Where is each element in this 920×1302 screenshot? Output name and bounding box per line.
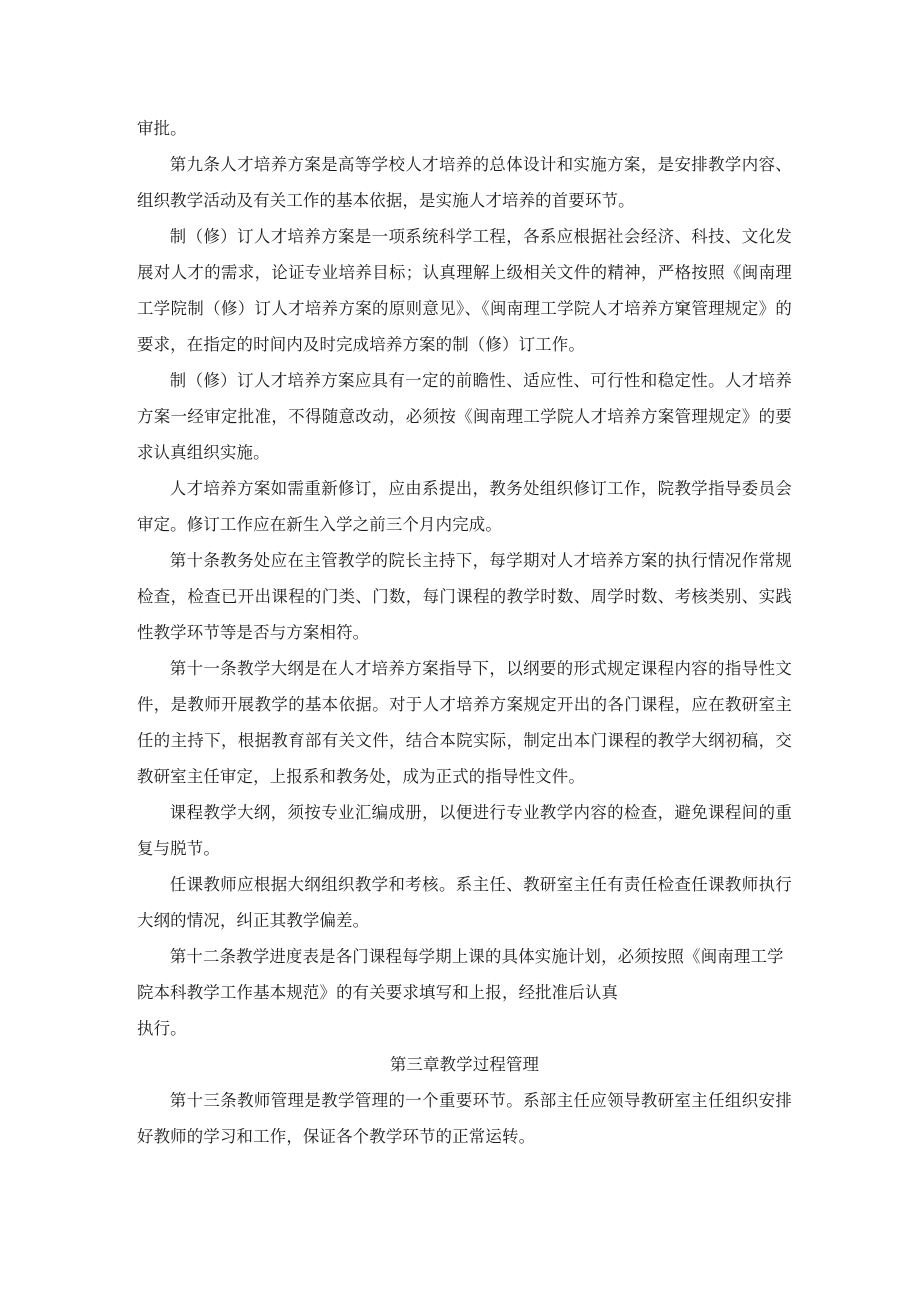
paragraph-article-12 [137, 939, 792, 1047]
paragraph-plan-revision: 制（修）订人才培养方案是一项系统科学工程，各系应根据社会经济、科技、文化发展对人才的需求，论证专业培养目标；认真理解上级相关文件的精神，严格按照《闽南理工学院制（修）订人才培养方案的原则意见》、《闽南理工学院人才培养方窠管理规定》的要求，在指定的时间内及时完成培养方案的制（修）订工作。 [137, 227, 792, 354]
paragraph-article-11: 第十一条教学大纲是在人才培养方案指导下，以纲要的形式规定课程内容的指导性文件，是教师开展教学的基本依据。对于人才培养方案规定开出的各门课程，应在教研室主任的主持下，根据教育部有关文件，结合本院实际，制定出本门课程的教学大纲初稿，交教研室主任审定，上报系和教务处，成为正式的指导性文件。 [137, 659, 792, 786]
paragraph-syllabus-compilation: 课程教学大纲，须按专业汇编成册，以便进行专业教学内容的检查，避免课程间的重复与脱节。 [137, 803, 792, 858]
paragraph-plan-re-revision: 人才培养方案如需重新修订，应由系提出，教务处组织修订工作，院教学指导委员会审定。修订工作应在新生入学之前三个月内完成。 [137, 479, 792, 534]
document-body [137, 111, 792, 1155]
paragraph-plan-properties: 制（修）订人才培养方案应具有一定的前瞻性、适应性、可行性和稳定性。人才培养方案一经审定批准，不得随意改动，必须按《闽南理工学院人才培养方案管理规定》的要求认真组织实施。 [137, 371, 792, 462]
paragraph-teacher-syllabus: 任课教师应根据大纲组织教学和考核。系主任、教研室主任有责任检查任课教师执行大纲的情况，纠正其教学偏差。 [137, 875, 792, 930]
article-12-line-1: 第十二条教学进度表是各门课程每学期上课的具体实施计划，必须按照《闽南理工学院本科教学工作基本规范》的有关要求填写和上报，经批准后认真 [137, 947, 784, 1002]
paragraph-article-9: 第九条人才培养方案是高等学校人才培养的总体设计和实施方案，是安排教学内容、组织教学活动及有关工作的基本依据，是实施人才培养的首要环节。 [137, 155, 792, 210]
chapter-heading: 第三章教学过程管理 [389, 1055, 540, 1074]
paragraph-approval-end: 审批。 [137, 119, 187, 138]
paragraph-article-10: 第十条教务处应在主管教学的院长主持下，每学期对人才培养方案的执行情况作常规检查，检查已开出课程的门类、门数，每门课程的教学时数、周学时数、考核类别、实践性教学环节等是否与方案相符。 [137, 551, 792, 642]
article-12-line-2: 执行。 [137, 1019, 187, 1038]
paragraph-article-13: 第十三条教师管理是教学管理的一个重要环节。系部主任应领导教研室主任组织安排好教师的学习和工作，保证各个教学环节的正常运转。 [137, 1091, 792, 1146]
